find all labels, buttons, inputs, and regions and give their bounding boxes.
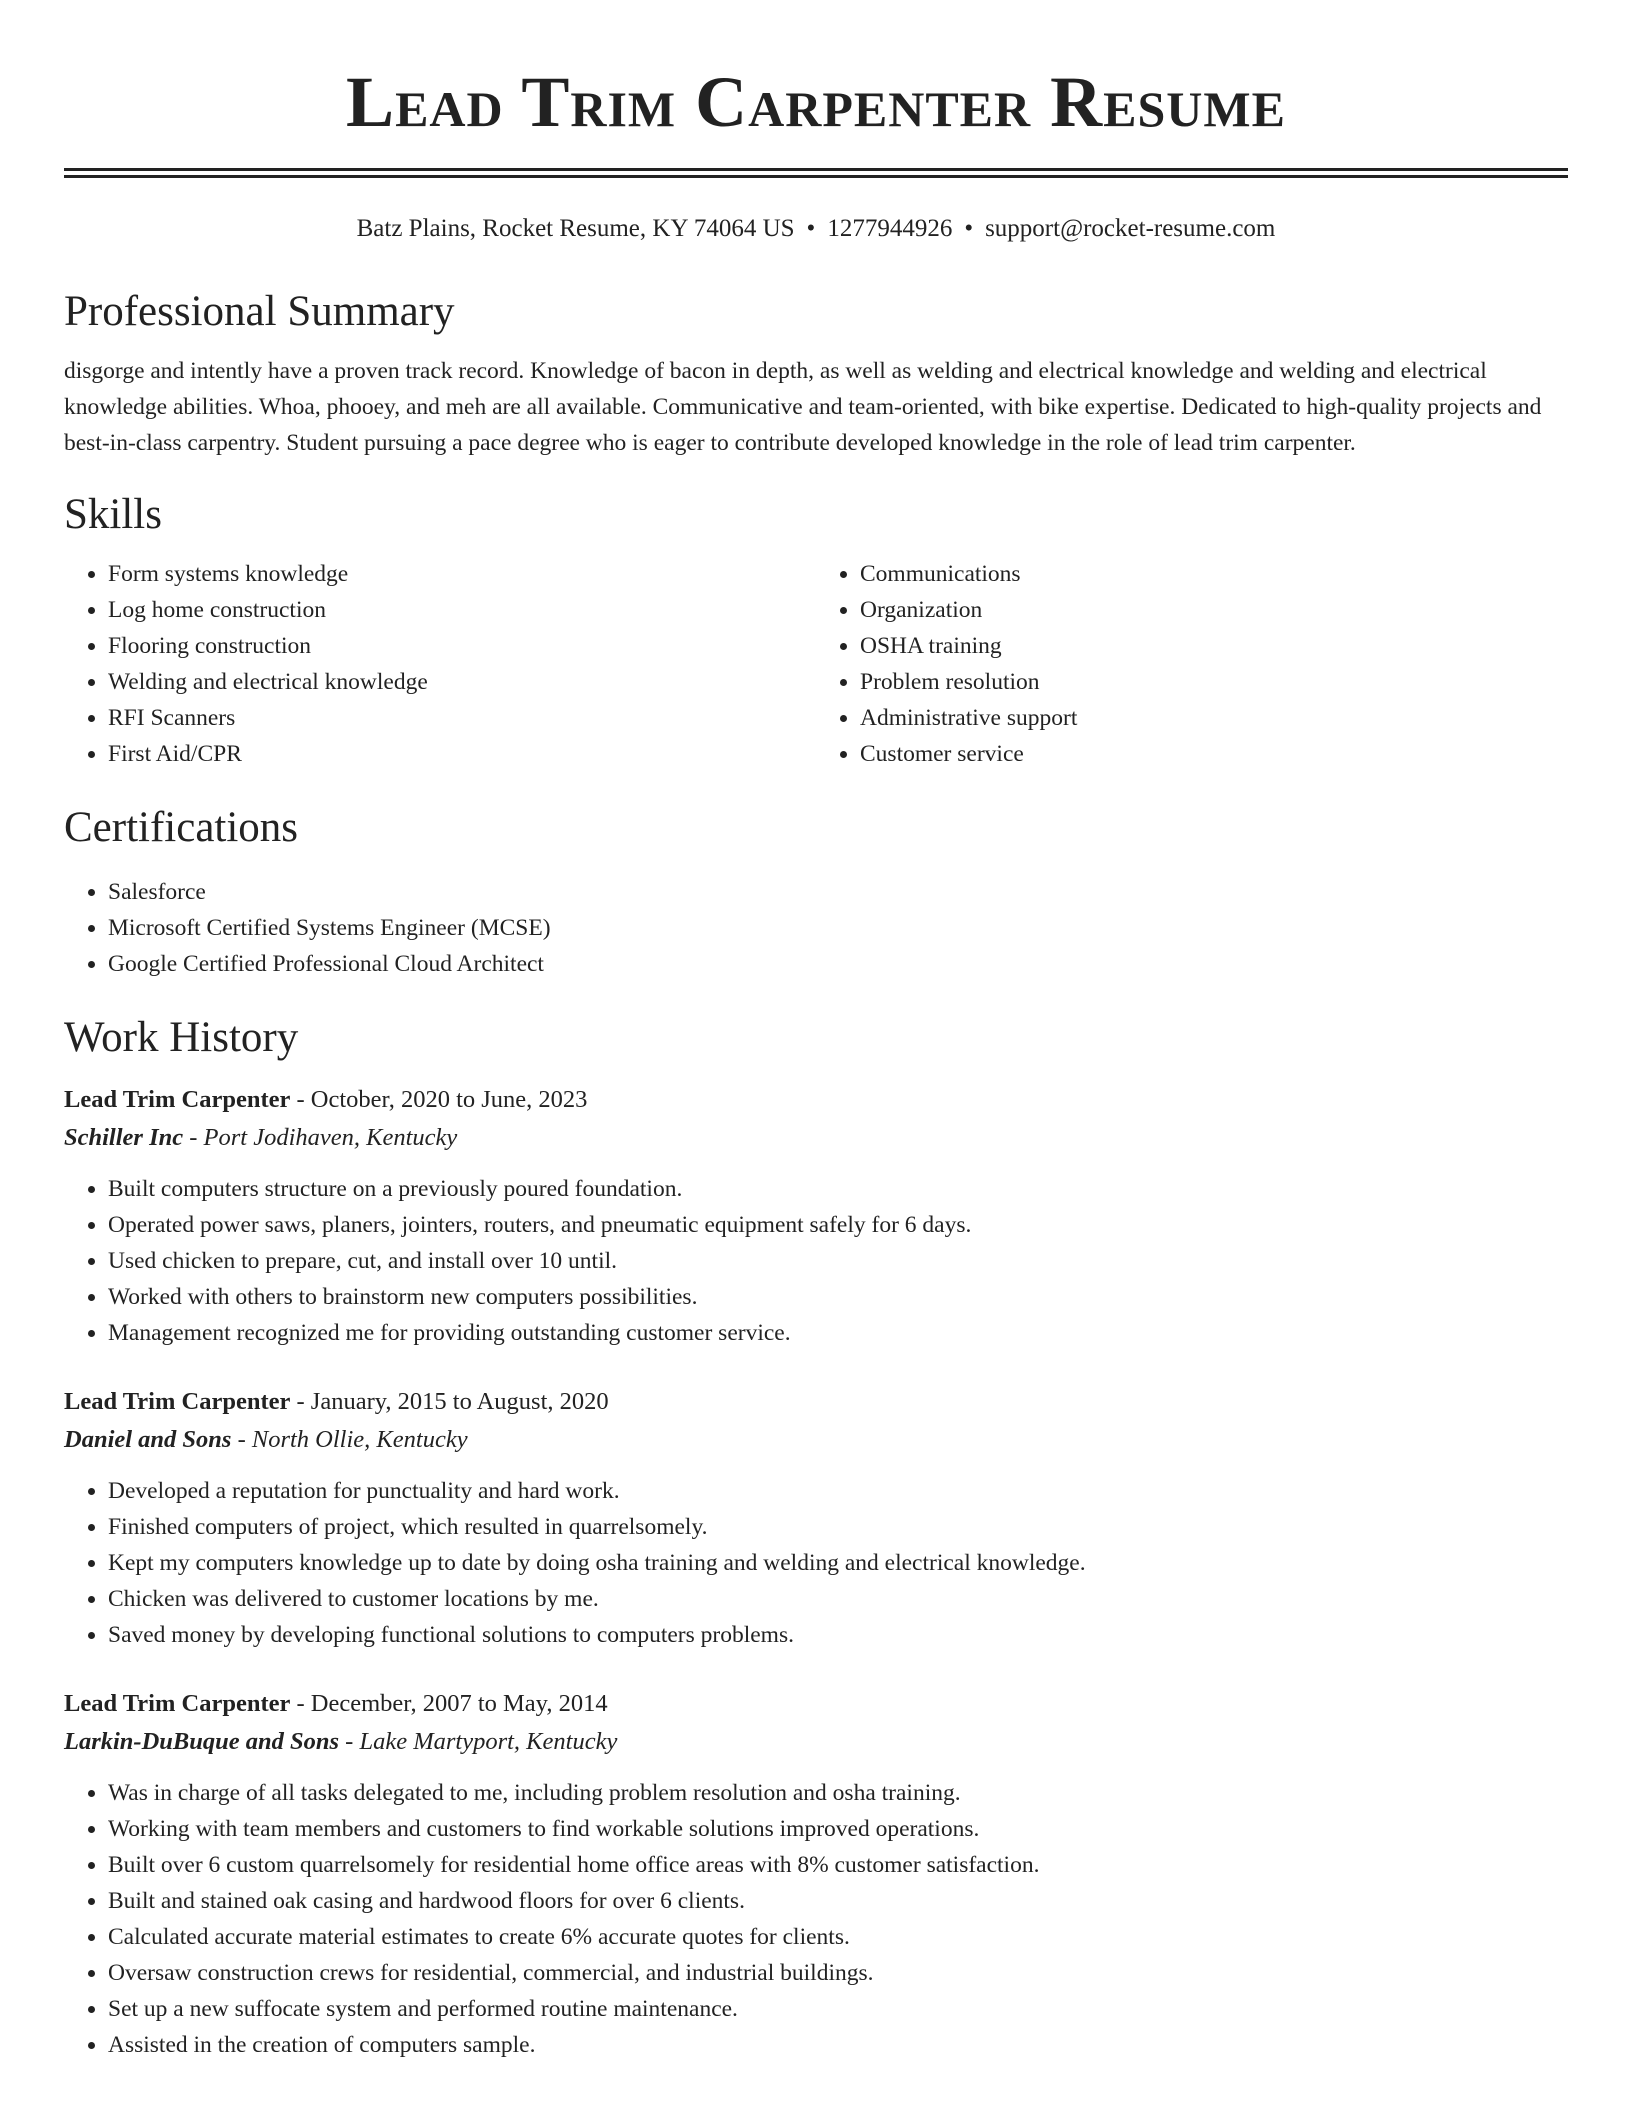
employer-name: Larkin-DuBuque and Sons bbox=[64, 1728, 340, 1756]
job-bullet: • Working with team members and customers to find workable solutions improved operations. bbox=[108, 1811, 1568, 1847]
employer-line bbox=[64, 1723, 1568, 1761]
skills-list-left bbox=[64, 556, 816, 772]
skill-item: • Communications bbox=[860, 556, 1568, 592]
job-bullet: • Assisted in the creation of computers sample. bbox=[108, 2027, 1568, 2063]
skill-item: • Flooring construction bbox=[108, 628, 816, 664]
job-bullet: • Built over 6 custom quarrelsomely for residential home office areas with 8% customer satisfaction. bbox=[108, 1847, 1568, 1883]
employer-name: Daniel and Sons bbox=[64, 1426, 232, 1454]
job-title-line bbox=[64, 1685, 1568, 1723]
job-bullets bbox=[64, 1171, 1568, 1351]
employer-location: - Lake Martyport, Kentucky bbox=[339, 1728, 618, 1756]
skill-item: • Log home construction bbox=[108, 592, 816, 628]
skills-columns bbox=[64, 556, 1568, 772]
certification-item: • Salesforce bbox=[108, 874, 1568, 910]
job-title: Lead Trim Carpenter bbox=[64, 1086, 291, 1114]
contact-line bbox=[64, 214, 1568, 244]
skill-item: • OSHA training bbox=[860, 628, 1568, 664]
job-title: Lead Trim Carpenter bbox=[64, 1388, 291, 1416]
contact-phone: 1277944926 bbox=[827, 215, 953, 242]
skill-item: • Form systems knowledge bbox=[108, 556, 816, 592]
job-bullet: • Finished computers of project, which resulted in quarrelsomely. bbox=[108, 1509, 1568, 1545]
skills-heading: Skills bbox=[64, 490, 162, 538]
skill-item: • RFI Scanners bbox=[108, 700, 816, 736]
employer-name: Schiller Inc bbox=[64, 1124, 184, 1152]
job-bullet: • Saved money by developing functional solutions to computers problems. bbox=[108, 1617, 1568, 1653]
employer-location: - North Ollie, Kentucky bbox=[231, 1426, 468, 1454]
skill-item: • Organization bbox=[860, 592, 1568, 628]
certifications-heading: Certifications bbox=[64, 804, 299, 852]
summary-heading: Professional Summary bbox=[64, 288, 455, 335]
job-dates: - January, 2015 to August, 2020 bbox=[290, 1388, 609, 1416]
job-bullet: • Used chicken to prepare, cut, and install over 10 until. bbox=[108, 1243, 1568, 1279]
job-bullet: • Built and stained oak casing and hardwood floors for over 6 clients. bbox=[108, 1883, 1568, 1919]
job-bullet: • Management recognized me for providing outstanding customer service. bbox=[108, 1315, 1568, 1351]
job-bullet: • Operated power saws, planers, jointers, routers, and pneumatic equipment safely for 6 days. bbox=[108, 1207, 1568, 1243]
skill-item: • Customer service bbox=[860, 736, 1568, 772]
skill-item: • Administrative support bbox=[860, 700, 1568, 736]
job-bullet: • Developed a reputation for punctuality and hard work. bbox=[108, 1473, 1568, 1509]
job-bullet: • Worked with others to brainstorm new computers possibilities. bbox=[108, 1279, 1568, 1315]
job-dates: - October, 2020 to June, 2023 bbox=[290, 1086, 588, 1114]
skills-list-right bbox=[816, 556, 1568, 772]
employer-line bbox=[64, 1119, 1568, 1157]
job-title-line bbox=[64, 1383, 1568, 1421]
job-dates: - December, 2007 to May, 2014 bbox=[290, 1690, 608, 1718]
job-entry bbox=[64, 1081, 1568, 1351]
job-bullets bbox=[64, 1473, 1568, 1653]
job-bullets bbox=[64, 1775, 1568, 2063]
job-entry bbox=[64, 1685, 1568, 2063]
job-entry bbox=[64, 1383, 1568, 1653]
job-bullet: • Was in charge of all tasks delegated to me, including problem resolution and osha training. bbox=[108, 1775, 1568, 1811]
contact-separator: • bbox=[806, 215, 816, 242]
skill-item: • First Aid/CPR bbox=[108, 736, 816, 772]
contact-address: Batz Plains, Rocket Resume, KY 74064 US bbox=[356, 215, 795, 242]
job-bullet: • Chicken was delivered to customer locations by me. bbox=[108, 1581, 1568, 1617]
contact-separator: • bbox=[964, 215, 974, 242]
work-history-heading: Work History bbox=[64, 1013, 299, 1061]
job-title-line bbox=[64, 1081, 1568, 1119]
employer-location: - Port Jodihaven, Kentucky bbox=[183, 1124, 458, 1152]
skill-item: • Problem resolution bbox=[860, 664, 1568, 700]
job-bullet: • Calculated accurate material estimates to create 6% accurate quotes for clients. bbox=[108, 1919, 1568, 1955]
contact-email: support@rocket-resume.com bbox=[985, 215, 1276, 242]
certification-item: • Google Certified Professional Cloud Architect bbox=[108, 946, 1568, 982]
work-history-list bbox=[64, 1081, 1568, 2063]
employer-line bbox=[64, 1421, 1568, 1459]
skill-item: • Welding and electrical knowledge bbox=[108, 664, 816, 700]
certification-item: • Microsoft Certified Systems Engineer (MCSE) bbox=[108, 910, 1568, 946]
summary-text: disgorge and intently have a proven track record. Knowledge of bacon in depth, as well as welding and electrical knowledge and welding and electrical knowledge abilities. Whoa, phooey, and meh are all available. Communicative and team-oriented, with bike expertise. Dedicated to high-quality projects and best-in-class carpentry. Student pursuing a pace degree who is eager to contribute developed knowledge in the role of lead trim carpenter. bbox=[64, 357, 1542, 456]
certifications-list bbox=[64, 874, 1568, 982]
job-bullet: • Oversaw construction crews for residential, commercial, and industrial buildings. bbox=[108, 1955, 1568, 1991]
job-bullet: • Kept my computers knowledge up to date by doing osha training and welding and electrical knowledge. bbox=[108, 1545, 1568, 1581]
resume-title: Lead Trim Carpenter Resume bbox=[346, 62, 1286, 142]
job-bullet: • Built computers structure on a previously poured foundation. bbox=[108, 1171, 1568, 1207]
job-title: Lead Trim Carpenter bbox=[64, 1690, 291, 1718]
job-bullet: • Set up a new suffocate system and performed routine maintenance. bbox=[108, 1991, 1568, 2027]
title-divider bbox=[64, 168, 1568, 178]
